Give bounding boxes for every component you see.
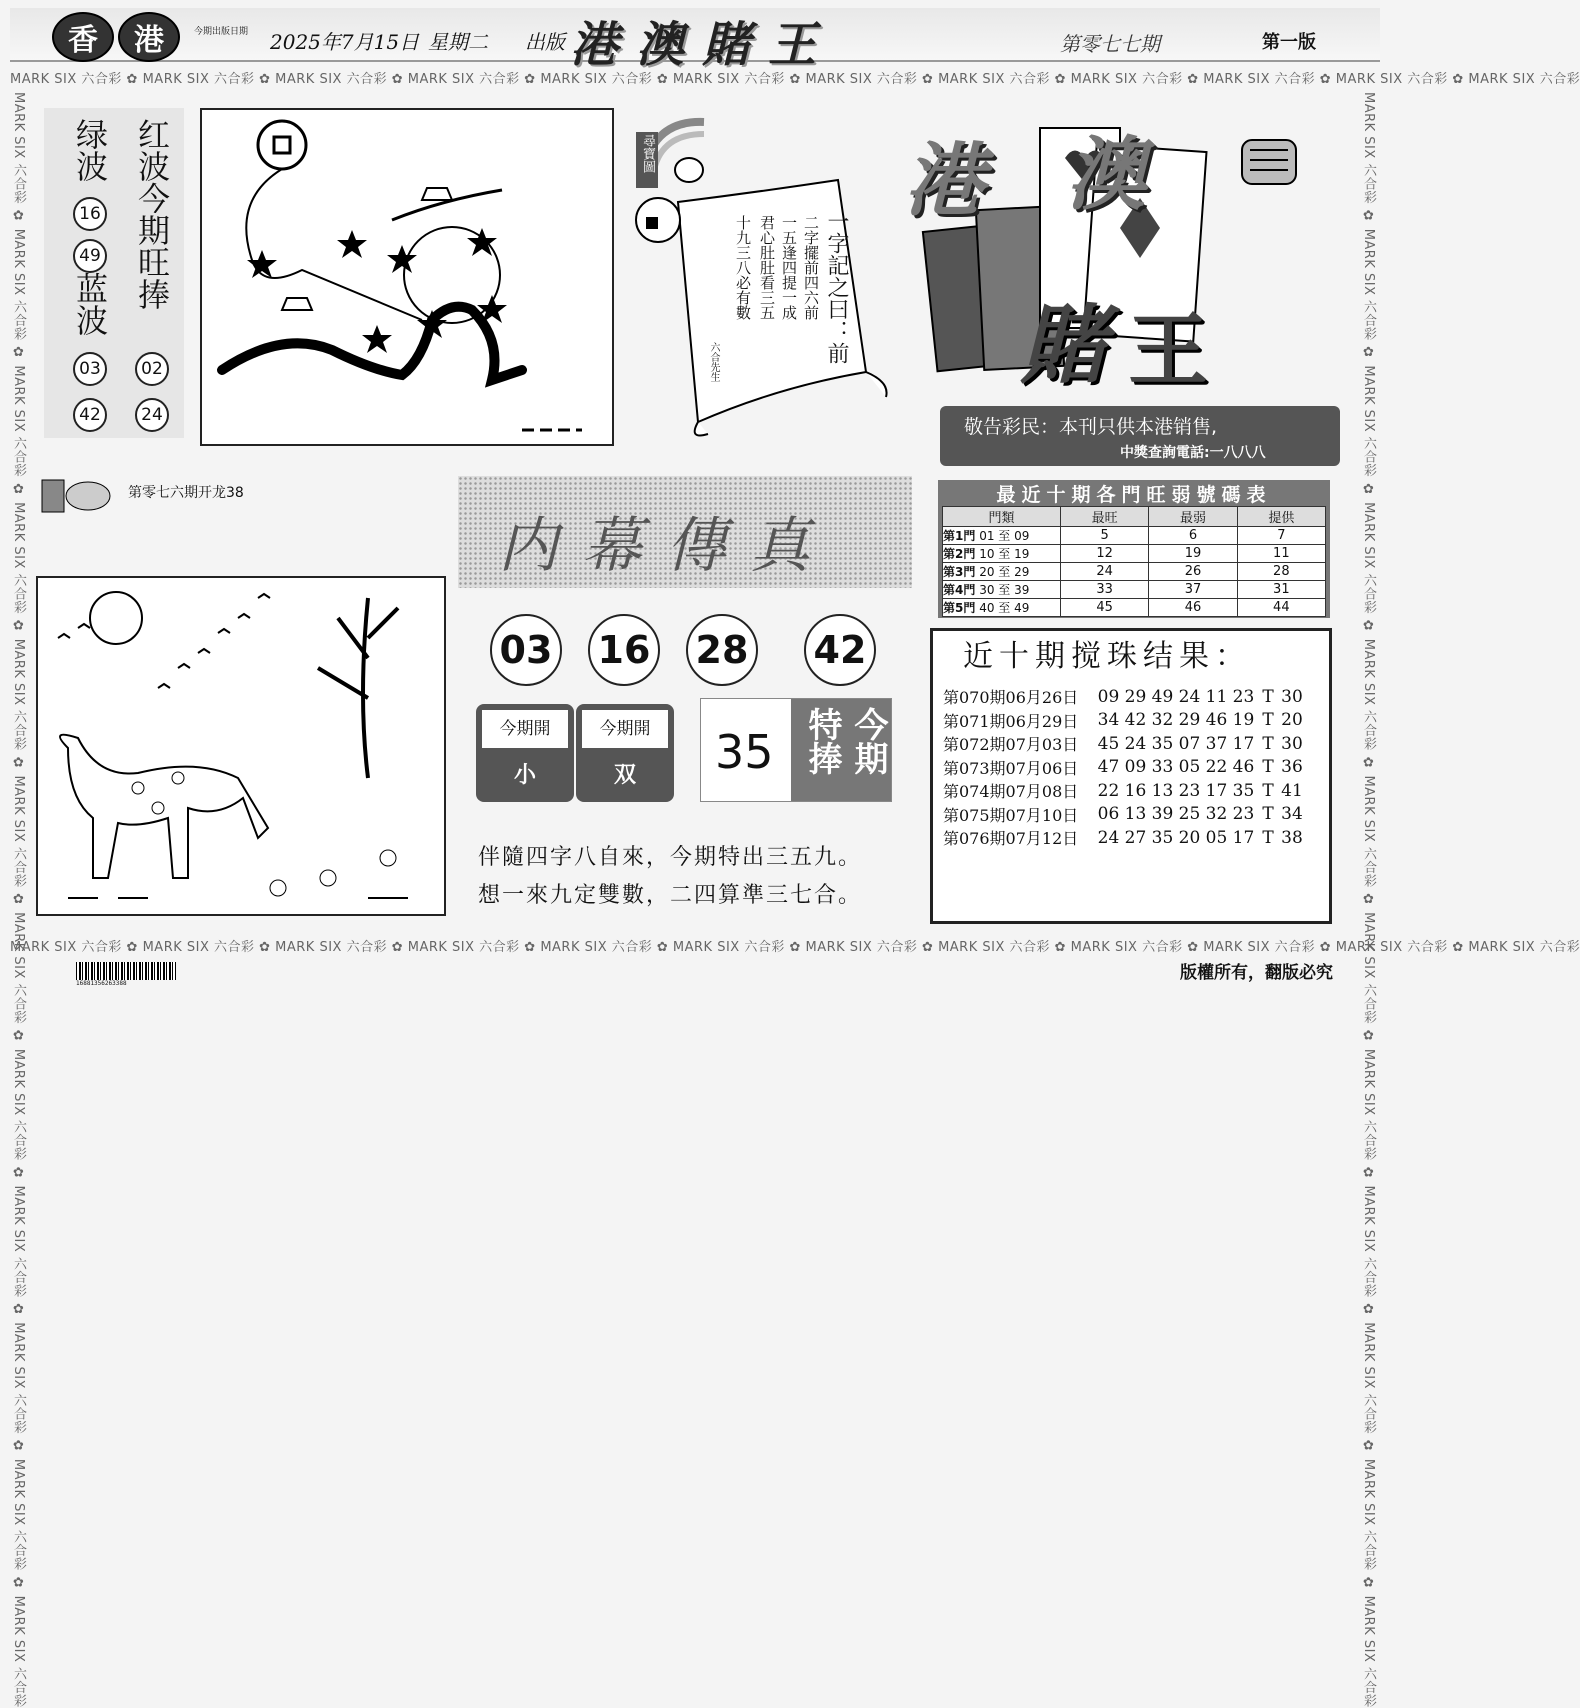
result-number: 47 [1097, 757, 1120, 778]
result-number: 34 [1097, 710, 1120, 731]
rank-pick: 11 [1237, 545, 1325, 563]
border-band-bottom: MARK SIX 六合彩 ✿ MARK SIX 六合彩 ✿ MARK SIX 六合彩 ✿ MARK SIX 六合彩 ✿ MARK SIX 六合彩 ✿ MARK SIX 六合彩 ✿ MARK SIX 六合彩 ✿ MARK SIX 六合彩 ✿ MARK SIX 六合彩 ✿ MARK SIX 六合彩 ✿ MARK SIX 六合彩 ✿ MARK SIX 六合彩 [10, 940, 1580, 955]
result-number: 32 [1151, 710, 1174, 731]
rank-row [943, 581, 1326, 599]
poem-line-1: 伴隨四字八自來，今期特出三五九。 [478, 845, 863, 870]
result-number: 25 [1178, 804, 1201, 825]
green-num-1: 16 [73, 197, 107, 231]
result-label: 第075期07月10日 [943, 805, 1079, 825]
size-box-2-value: 双 [613, 763, 636, 788]
rank-hot: 45 [1061, 599, 1149, 617]
result-number: 45 [1097, 733, 1120, 754]
region-badge-left: 香 [52, 12, 114, 62]
result-row [943, 779, 1319, 803]
result-number: 22 [1097, 780, 1120, 801]
result-special: 30 [1281, 733, 1303, 754]
result-row [943, 732, 1319, 756]
issue-number: 第零七七期 [1060, 32, 1160, 56]
publish-note: 今期出版日期 [194, 27, 249, 37]
barcode [76, 962, 176, 990]
result-number: 17 [1232, 827, 1255, 848]
barcode-bars [76, 962, 176, 980]
result-number: 07 [1178, 733, 1201, 754]
rank-row [943, 599, 1326, 617]
rank-door: 第5門 40 至 49 [943, 599, 1061, 617]
result-number: 20 [1178, 827, 1201, 848]
rank-table-panel [938, 480, 1330, 618]
result-special: 38 [1281, 827, 1303, 848]
dog-illustration [36, 576, 446, 916]
result-t-marker: T [1262, 804, 1274, 825]
rank-row [943, 563, 1326, 581]
result-number: 32 [1205, 804, 1228, 825]
result-number: 17 [1205, 780, 1228, 801]
result-row [943, 709, 1319, 733]
results-title: 近十期搅珠结果： [963, 639, 1251, 674]
rank-door: 第3門 20 至 29 [943, 563, 1061, 581]
result-number: 49 [1151, 686, 1174, 707]
result-number: 35 [1151, 827, 1174, 848]
treasure-badge-label: 尋寶圖 [640, 134, 655, 173]
rank-hot: 24 [1061, 563, 1149, 581]
scroll-title: 一字記之曰：前 [824, 210, 849, 364]
result-row [943, 685, 1319, 709]
blue-num-1: 03 [73, 352, 107, 386]
poem-line-2: 想一來九定雙數，二四算準三七合。 [478, 883, 863, 908]
rank-table [942, 506, 1326, 617]
brand-char-3: 賭 [1020, 295, 1106, 396]
pick-ball-4: 42 [804, 614, 876, 686]
result-number: 05 [1205, 827, 1228, 848]
result-label: 第073期07月06日 [943, 758, 1079, 778]
scroll-line-4: 十九三八必有數 [734, 215, 752, 320]
result-number: 35 [1232, 780, 1255, 801]
rank-pick: 31 [1237, 581, 1325, 599]
rank-cold: 26 [1149, 563, 1237, 581]
rank-header: 門類 [943, 507, 1061, 527]
region-badge-right: 港 [118, 12, 180, 62]
result-number: 05 [1178, 757, 1201, 778]
result-number: 09 [1124, 757, 1147, 778]
results-panel [930, 628, 1332, 924]
result-t-marker: T [1262, 686, 1274, 707]
result-number: 06 [1097, 804, 1120, 825]
result-number: 23 [1232, 804, 1255, 825]
size-box-2 [576, 704, 674, 802]
rank-cold: 37 [1149, 581, 1237, 599]
rank-header-row [943, 507, 1326, 527]
result-special: 34 [1281, 804, 1303, 825]
result-number: 46 [1232, 757, 1255, 778]
green-wave-label: 绿波 [71, 118, 109, 182]
pick-ball-2: 16 [588, 614, 660, 686]
border-band-left: MARK SIX 六合彩 ✿ MARK SIX 六合彩 ✿ MARK SIX 六合彩 ✿ MARK SIX 六合彩 ✿ MARK SIX 六合彩 ✿ MARK SIX 六合彩 ✿ MARK SIX 六合彩 ✿ MARK SIX 六合彩 ✿ MARK SIX 六合彩 ✿ MARK SIX 六合彩 ✿ MARK SIX 六合彩 ✿ MARK SIX 六合彩 [11, 92, 26, 1708]
border-band-right: MARK SIX 六合彩 ✿ MARK SIX 六合彩 ✿ MARK SIX 六合彩 ✿ MARK SIX 六合彩 ✿ MARK SIX 六合彩 ✿ MARK SIX 六合彩 ✿ MARK SIX 六合彩 ✿ MARK SIX 六合彩 ✿ MARK SIX 六合彩 ✿ MARK SIX 六合彩 ✿ MARK SIX 六合彩 ✿ MARK SIX 六合彩 [1361, 92, 1376, 1708]
result-label: 第071期06月29日 [943, 711, 1079, 731]
blue-num-2: 42 [73, 398, 107, 432]
rank-header: 最旺 [1061, 507, 1149, 527]
last-issue-icon [40, 476, 114, 516]
rank-hot: 33 [1061, 581, 1149, 599]
result-number: 23 [1232, 686, 1255, 707]
rank-pick: 44 [1237, 599, 1325, 617]
fax-title: 内幕傳真 [498, 511, 834, 581]
result-number: 09 [1097, 686, 1120, 707]
rank-cold: 46 [1149, 599, 1237, 617]
blue-wave-label: 蓝波 [71, 272, 109, 336]
result-number: 46 [1205, 710, 1228, 731]
result-number: 42 [1124, 710, 1147, 731]
result-number: 13 [1151, 780, 1174, 801]
barcode-text: 16881356263388 [76, 980, 127, 987]
rank-header: 提供 [1237, 507, 1325, 527]
result-number: 23 [1178, 780, 1201, 801]
result-number: 29 [1178, 710, 1201, 731]
rank-door: 第1門 01 至 09 [943, 527, 1061, 545]
result-row [943, 803, 1319, 827]
red-num-1: 02 [135, 352, 169, 386]
fist-icon [1236, 130, 1302, 192]
result-number: 17 [1232, 733, 1255, 754]
fax-title-banner [458, 476, 912, 588]
rank-row [943, 527, 1326, 545]
masthead-title: 港澳賭王 [570, 17, 835, 73]
scroll-author: 六合先生 [708, 342, 719, 382]
size-box-1-label: 今期開 [482, 710, 568, 748]
size-box-1 [476, 704, 574, 802]
last-issue-label: 第零七六期开龙38 [128, 485, 244, 501]
edition-label: 第一版 [1262, 32, 1316, 53]
publish-label: 出版 [525, 30, 565, 54]
brand-logo [900, 108, 1230, 398]
notice-line-1: 敬告彩民：本刊只供本港销售, [964, 416, 1218, 438]
brand-char-2: 澳 [1066, 127, 1146, 221]
rank-door: 第2門 10 至 19 [943, 545, 1061, 563]
border-band-top: MARK SIX 六合彩 ✿ MARK SIX 六合彩 ✿ MARK SIX 六合彩 ✿ MARK SIX 六合彩 ✿ MARK SIX 六合彩 ✿ MARK SIX 六合彩 ✿ MARK SIX 六合彩 ✿ MARK SIX 六合彩 ✿ MARK SIX 六合彩 ✿ MARK SIX 六合彩 ✿ MARK SIX 六合彩 ✿ MARK SIX 六合彩 [10, 72, 1580, 87]
result-number: 37 [1205, 733, 1228, 754]
result-special: 30 [1281, 686, 1303, 707]
rank-cold: 19 [1149, 545, 1237, 563]
result-label: 第070期06月26日 [943, 688, 1079, 708]
publish-date: 2025年7月15日 [270, 30, 420, 54]
rank-hot: 5 [1061, 527, 1149, 545]
result-label: 第074期07月08日 [943, 782, 1079, 802]
green-num-2: 49 [73, 239, 107, 273]
results-list [943, 685, 1319, 850]
brand-char-1: 港 [904, 133, 984, 227]
publish-weekday: 星期二 [428, 30, 488, 54]
result-t-marker: T [1262, 733, 1274, 754]
result-number: 39 [1151, 804, 1174, 825]
scroll-line-2: 一五逢四提一成 [780, 215, 798, 320]
result-t-marker: T [1262, 827, 1274, 848]
result-number: 24 [1097, 827, 1120, 848]
result-number: 11 [1205, 686, 1228, 707]
result-special: 20 [1281, 710, 1303, 731]
rank-door: 第4門 30 至 39 [943, 581, 1061, 599]
special-number: 35 [715, 725, 774, 779]
result-number: 33 [1151, 757, 1174, 778]
result-number: 13 [1124, 804, 1147, 825]
result-t-marker: T [1262, 757, 1274, 778]
pick-ball-1: 03 [490, 614, 562, 686]
rank-pick: 28 [1237, 563, 1325, 581]
result-number: 29 [1124, 686, 1147, 707]
result-number: 16 [1124, 780, 1147, 801]
rank-table-title: 最近十期各門旺弱號碼表 [996, 484, 1272, 506]
red-wave-label: 红波今期旺捧 [133, 118, 171, 310]
scroll-line-3: 君心肚肚看三五 [758, 215, 776, 320]
result-label: 第072期07月03日 [943, 735, 1079, 755]
notice-line-2: 中獎查詢電話:一八八八 [1120, 445, 1266, 461]
result-t-marker: T [1262, 780, 1274, 801]
result-number: 24 [1178, 686, 1201, 707]
result-number: 35 [1151, 733, 1174, 754]
rank-row [943, 545, 1326, 563]
scroll-line-1: 二字擺前四六前 [802, 215, 820, 320]
special-label-b: 特捧 [802, 707, 842, 775]
size-box-1-value: 小 [513, 763, 536, 788]
result-number: 19 [1232, 710, 1255, 731]
rank-header: 最弱 [1149, 507, 1237, 527]
red-num-2: 24 [135, 398, 169, 432]
rank-cold: 6 [1149, 527, 1237, 545]
pick-ball-3: 28 [686, 614, 758, 686]
notice-banner [940, 406, 1340, 466]
puzzle-illustration [200, 108, 614, 446]
result-row [943, 826, 1319, 850]
size-box-2-label: 今期開 [582, 710, 668, 748]
result-label: 第076期07月12日 [943, 829, 1079, 849]
brand-char-4: 王 [1128, 303, 1208, 397]
result-number: 24 [1124, 733, 1147, 754]
rank-pick: 7 [1237, 527, 1325, 545]
result-special: 41 [1281, 780, 1303, 801]
result-number: 22 [1205, 757, 1228, 778]
special-label-a: 今期 [848, 707, 888, 775]
result-t-marker: T [1262, 710, 1274, 731]
result-special: 36 [1281, 757, 1303, 778]
copyright-notice: 版權所有，翻版必究 [1180, 963, 1333, 983]
result-row [943, 756, 1319, 780]
rank-hot: 12 [1061, 545, 1149, 563]
result-number: 27 [1124, 827, 1147, 848]
special-box [700, 698, 892, 802]
